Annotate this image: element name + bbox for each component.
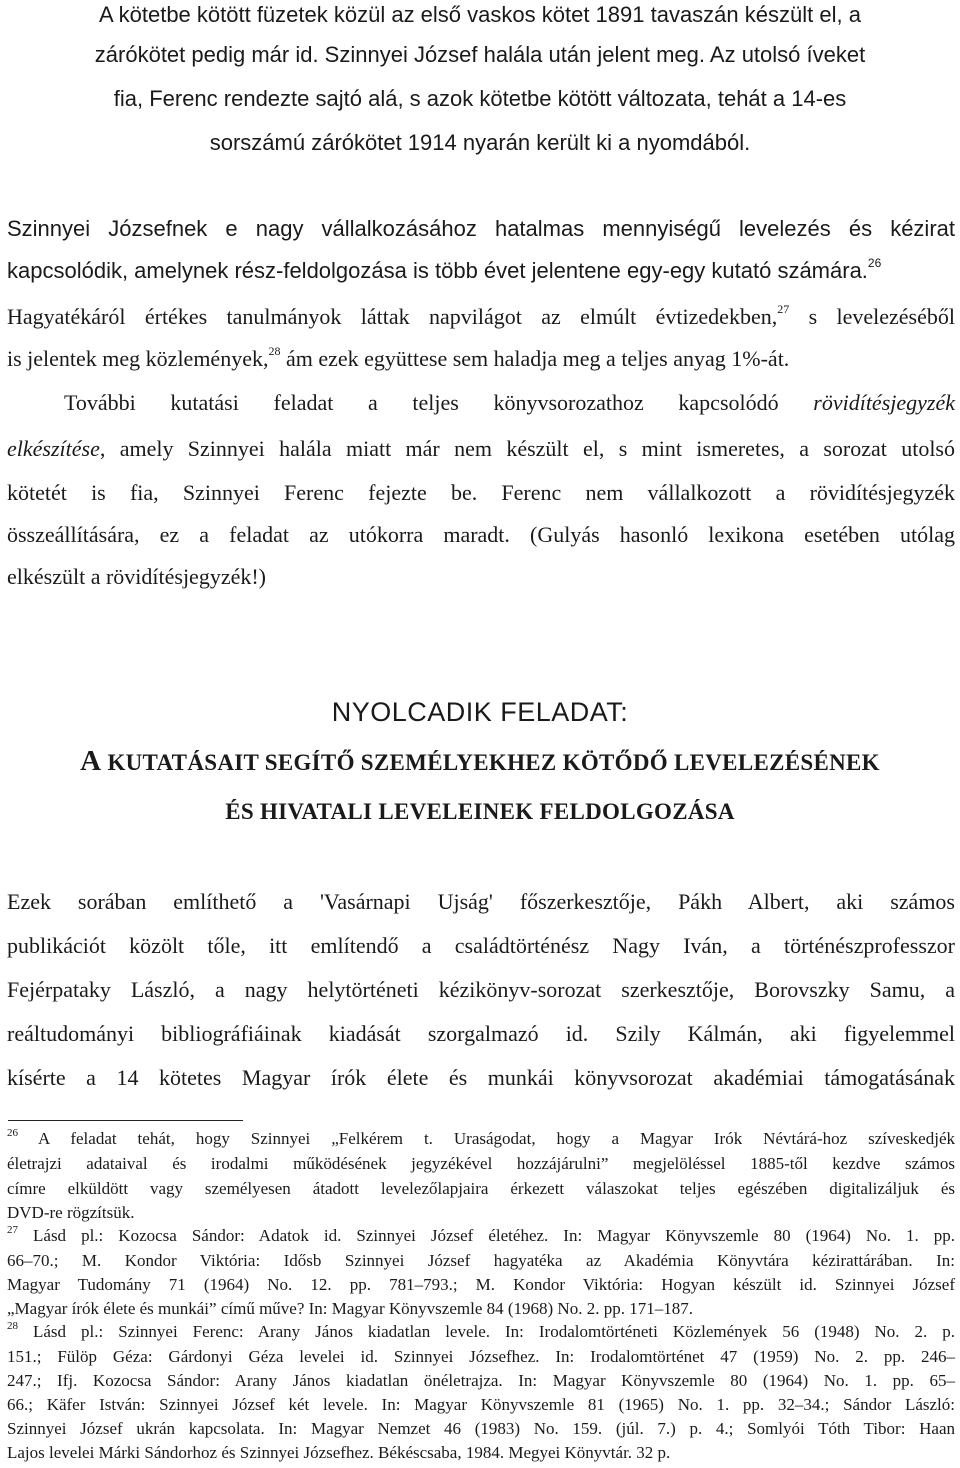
para1-line-2 — [7, 258, 881, 284]
footnote-ref-28: 28 — [268, 344, 281, 358]
para2-italic-1: rövidítésjegyzék — [813, 390, 955, 415]
footnote-28-line-3: 247.; Ifj. Kozocsa Sándor: Arany János kiadatlan önéletrajza. In: Magyar Könyvszemle 80 (1964) No. 1. pp. 65– — [7, 1371, 955, 1390]
section-subtitle-line-2: ÉS HIVATALI LEVELEINEK FELDOLGOZÁSA — [225, 799, 735, 824]
para3-line-4: reáltudományi bibliográfiáinak kiadását szorgalmazó id. Szily Kálmán, aki figyelemmel — [7, 1021, 955, 1046]
footnote-27-number: 27 — [7, 1224, 18, 1236]
footnote-ref-26: 26 — [867, 256, 882, 270]
subtitle-initial: A — [80, 745, 102, 777]
footnote-26-number: 26 — [7, 1127, 18, 1139]
para2-line-1 — [64, 390, 955, 416]
para1-line-3a: Hagyatékáról értékes tanulmányok láttak napvilágot az elmúlt évtizedekben, — [7, 304, 778, 329]
subtitle-rest: KUTATÁSAIT SEGÍTŐ SZEMÉLYEKHEZ KÖTŐDŐ LEVELEZÉSÉNEK — [101, 750, 880, 775]
para2-line-2 — [7, 436, 955, 462]
intro-line-1: A kötetbe kötött füzetek közül az első vaskos kötet 1891 tavaszán készült el, a — [99, 2, 861, 27]
intro-line-3: fia, Ferenc rendezte sajtó alá, s azok kötetbe kötött változata, tehát a 14-es — [113, 86, 847, 111]
section-title: NYOLCADIK FELADAT: — [331, 697, 629, 727]
footnote-separator — [8, 1120, 243, 1121]
footnote-28-number: 28 — [7, 1320, 18, 1332]
para1-line-2-text: kapcsolódik, amelynek rész-feldolgozása is több évet jelentene egy-egy kutató számára. — [7, 258, 868, 283]
footnote-27-line-1 — [7, 1226, 955, 1246]
para3-line-1: Ezek sorában említhető a 'Vasárnapi Ujság' főszerkesztője, Pákh Albert, aki számos — [7, 889, 955, 914]
footnote-26-text-1: A feladat tehát, hogy Szinnyei „Felkérem t. Uraságodat, hogy a Magyar Irók Névtárá-hoz szíveskedjék — [18, 1129, 955, 1148]
para2-italic-2: elkészítése — [7, 436, 100, 461]
para1-line-4 — [7, 346, 789, 372]
para2-line-1a: További kutatási feladat a teljes könyvsorozathoz kapcsolódó — [64, 390, 814, 415]
footnote-27-line-2: 66–70.; M. Kondor Viktória: Idősb Szinnyei József hagyatéka az Akadémia Könyvtára kézirattárában. In: — [7, 1251, 955, 1270]
para1-line-3 — [7, 304, 955, 330]
footnote-27-line-4: „Magyar írók élete és munkái” című műve? In: Magyar Könyvszemle 84 (1968) No. 2. pp. 171–187. — [7, 1299, 693, 1318]
section-subtitle-line-1 — [0, 745, 960, 779]
para1-line-4b: ám ezek együttese sem haladja meg a teljes anyag 1%-át. — [280, 346, 790, 371]
intro-line-4: sorszámú zárókötet 1914 nyarán került ki a nyomdából. — [209, 130, 751, 155]
footnote-27-line-3: Magyar Tudomány 71 (1964) No. 12. pp. 781–793.; M. Kondor Viktória: Hogyan készült id. Szinnyei József — [7, 1275, 955, 1294]
footnote-26-line-2: életrajzi adataival és irodalmi működésének jegyzékével hozzájárulni” megjelöléssel 1885-től kezdve számos — [7, 1154, 955, 1173]
para2-line-2b: , amely Szinnyei halála miatt már nem készült el, s mint ismeretes, a sorozat utolsó — [99, 436, 955, 461]
footnote-26-line-4: DVD-re rögzítsük. — [7, 1203, 135, 1222]
para2-line-3: kötetét is fia, Szinnyei Ferenc fejezte be. Ferenc nem vállalkozott a rövidítésjegyzék — [7, 480, 955, 505]
para1-line-3b: s levelezéséből — [789, 304, 955, 329]
footnote-28-line-1 — [7, 1322, 955, 1342]
para2-line-5: elkészült a rövidítésjegyzék!) — [7, 564, 267, 589]
footnote-28-line-5: Szinnyei József ukrán kapcsolata. In: Magyar Nemzet 46 (1983) No. 159. (júl. 7.) p. 4.; Somlyói Tóth Tibor: Haan — [7, 1419, 955, 1438]
para3-line-5: kísérte a 14 kötetes Magyar írók élete és munkái könyvsorozat akadémiai támogatásának — [7, 1065, 955, 1090]
para2-line-4: összeállítására, ez a feladat az utókorra maradt. (Gulyás hasonló lexikona esetében utólag — [7, 522, 955, 547]
footnote-28-line-4: 66.; Käfer István: Szinnyei József két levele. In: Magyar Könyvszemle 81 (1965) No. 1. pp. 32–34.; Sándor László: — [7, 1395, 955, 1414]
footnote-28-line-6: Lajos levelei Márki Sándorhoz és Szinnyei Józsefhez. Békéscsaba, 1984. Megyei Könyvtár. 32 p. — [7, 1443, 671, 1462]
footnote-28-text-1: Lásd pl.: Szinnyei Ferenc: Arany János kiadatlan levele. In: Irodalomtörténeti Közlemények 56 (1948) No. 2. p. — [18, 1322, 955, 1341]
footnote-26-line-3: címre elküldött vagy személyesen átadott levelezőlapjaira érkezett válaszokat teljes egészében digitalizáljuk és — [7, 1179, 955, 1198]
footnote-ref-27: 27 — [777, 302, 790, 316]
footnote-26-line-1 — [7, 1129, 955, 1149]
footnote-27-text-1: Lásd pl.: Kozocsa Sándor: Adatok id. Szinnyei József életéhez. In: Magyar Könyvszemle 80 (1964) No. 1. pp. — [18, 1226, 955, 1245]
para3-line-2: publikációt közölt tőle, itt említendő a családtörténész Nagy Iván, a történészprofesszor — [7, 933, 955, 958]
para1-line-1: Szinnyei Józsefnek e nagy vállalkozásához hatalmas mennyiségű levelezés és kézirat — [7, 216, 955, 241]
para1-line-4a: is jelentek meg közlemények, — [7, 346, 269, 371]
intro-line-2: zárókötet pedig már id. Szinnyei József halála után jelent meg. Az utolsó íveket — [94, 42, 866, 67]
footnote-28-line-2: 151.; Fülöp Géza: Gárdonyi Géza levelei id. Szinnyei Józsefhez. In: Irodalomtörténet 47 (1959) No. 2. pp. 246– — [7, 1347, 955, 1366]
para3-line-3: Fejérpataky László, a nagy helytörténeti kézikönyv-sorozat szerkesztője, Borovszky Samu, a — [7, 977, 955, 1002]
